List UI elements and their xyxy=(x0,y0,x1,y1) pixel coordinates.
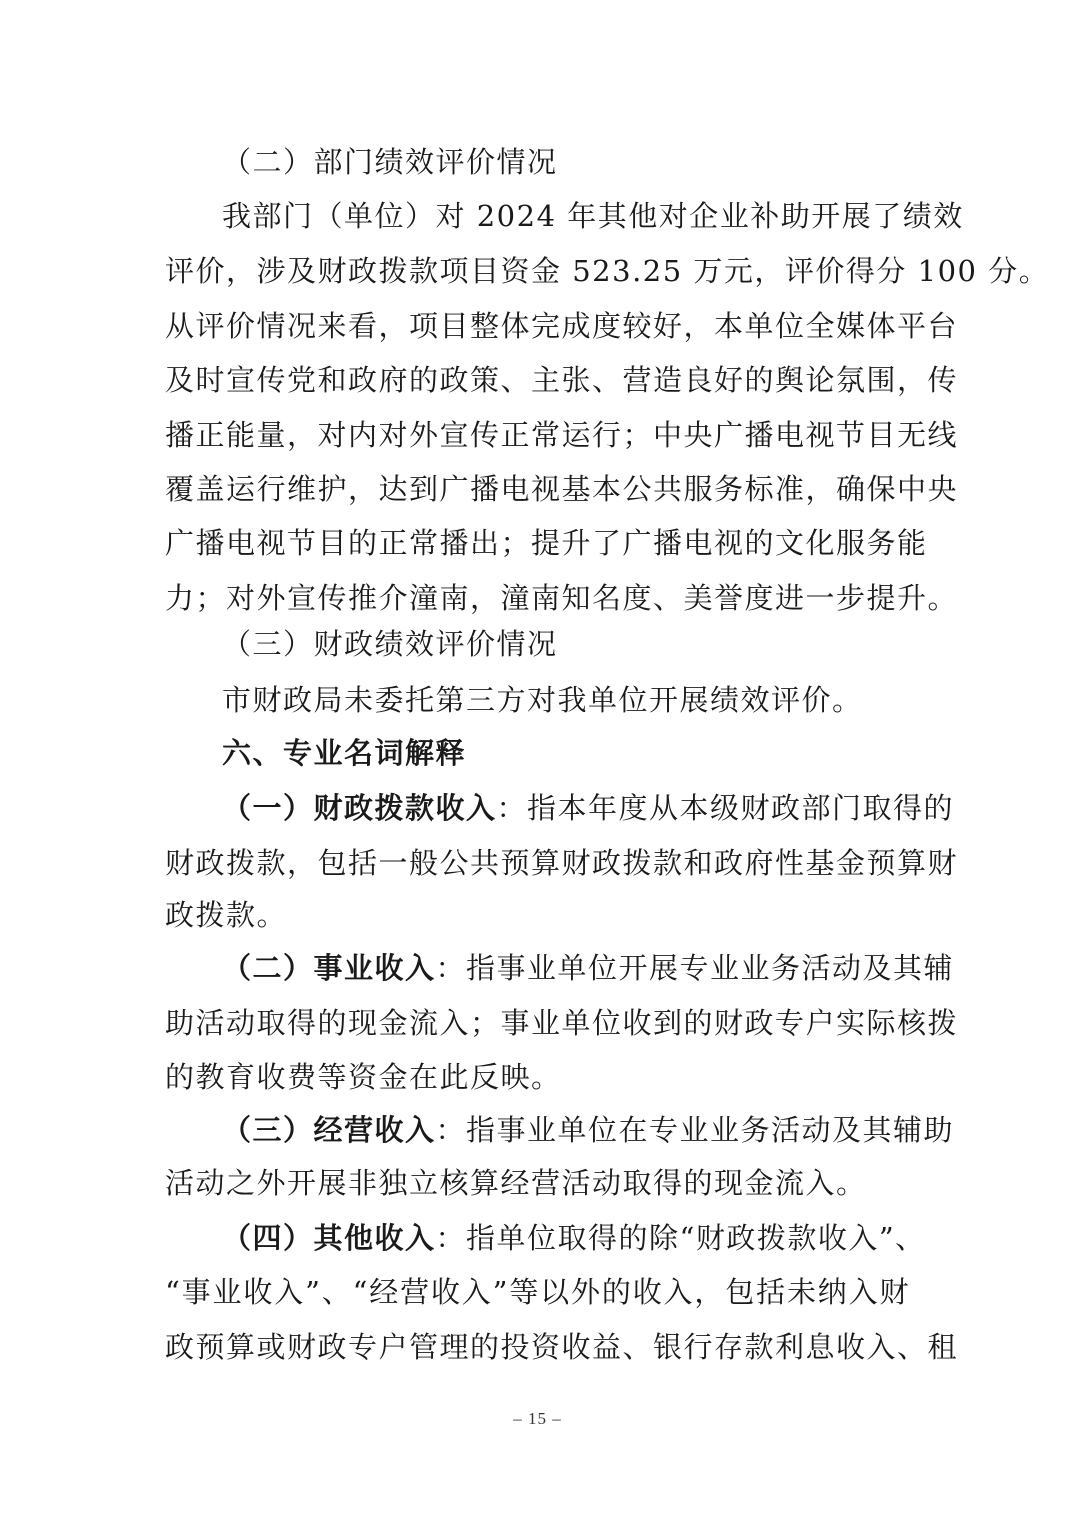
paragraph-line: 市财政局未委托第三方对我单位开展绩效评价。 xyxy=(222,683,863,717)
term-definition: 指单位取得的除“财政拨款收入”、 xyxy=(466,1221,926,1255)
term-definition: 指事业单位开展专业业务活动及其辅 xyxy=(466,951,955,985)
glossary-term-line xyxy=(222,788,955,828)
paragraph-line: 政预算或财政专户管理的投资收益、银行存款利息收入、租 xyxy=(165,1330,959,1364)
term-definition: 指事业单位在专业业务活动及其辅助 xyxy=(466,1113,955,1147)
paragraph-line: 评价，涉及财政拨款项目资金 523.25 万元，评价得分 100 分。 xyxy=(165,254,1050,288)
term-label: （一）财政拨款收入 xyxy=(222,791,497,825)
paragraph-line: 覆盖运行维护，达到广播电视基本公共服务标准，确保中央 xyxy=(165,472,959,506)
paragraph-line: 播正能量，对内对外宣传正常运行；中央广播电视节目无线 xyxy=(165,418,959,452)
paragraph-line: 的教育收费等资金在此反映。 xyxy=(165,1060,562,1094)
paragraph-line: 活动之外开展非独立核算经营活动取得的现金流入。 xyxy=(165,1166,867,1200)
term-definition: 指本年度从本级财政部门取得的 xyxy=(527,791,955,825)
paragraph-line: 助活动取得的现金流入；事业单位收到的财政专户实际核拨 xyxy=(165,1006,959,1040)
paragraph-line: “事业收入”、“经营收入”等以外的收入，包括未纳入财 xyxy=(165,1275,910,1309)
term-colon: ： xyxy=(435,1113,467,1147)
glossary-term-line xyxy=(222,1110,955,1150)
term-colon: ： xyxy=(435,1221,467,1255)
paragraph-line: 及时宣传党和政府的政策、主张、营造良好的舆论氛围，传 xyxy=(165,363,959,397)
glossary-term-line xyxy=(222,1218,926,1258)
paragraph-line: 广播电视节目的正常播出；提升了广播电视的文化服务能 xyxy=(165,526,928,560)
term-label: （二）事业收入 xyxy=(222,951,436,985)
term-colon: ： xyxy=(435,951,467,985)
paragraph-line: 力；对外宣传推介潼南，潼南知名度、美誉度进一步提升。 xyxy=(165,581,959,615)
paragraph-line: 政拨款。 xyxy=(165,898,288,932)
paragraph-line: 我部门（单位）对 2024 年其他对企业补助开展了绩效 xyxy=(222,199,964,233)
term-label: （四）其他收入 xyxy=(222,1221,436,1255)
page-number: – 15 – xyxy=(513,1409,562,1428)
section-heading-glossary: 六、专业名词解释 xyxy=(222,736,467,770)
term-label: （三）经营收入 xyxy=(222,1113,436,1147)
section-heading-finance-eval: （三）财政绩效评价情况 xyxy=(222,627,558,661)
section-heading-dept-eval: （二）部门绩效评价情况 xyxy=(222,145,558,179)
glossary-term-line xyxy=(222,948,955,988)
paragraph-line: 从评价情况来看，项目整体完成度较好，本单位全媒体平台 xyxy=(165,309,959,343)
term-colon: ： xyxy=(496,791,528,825)
paragraph-line: 财政拨款，包括一般公共预算财政拨款和政府性基金预算财 xyxy=(165,846,959,880)
